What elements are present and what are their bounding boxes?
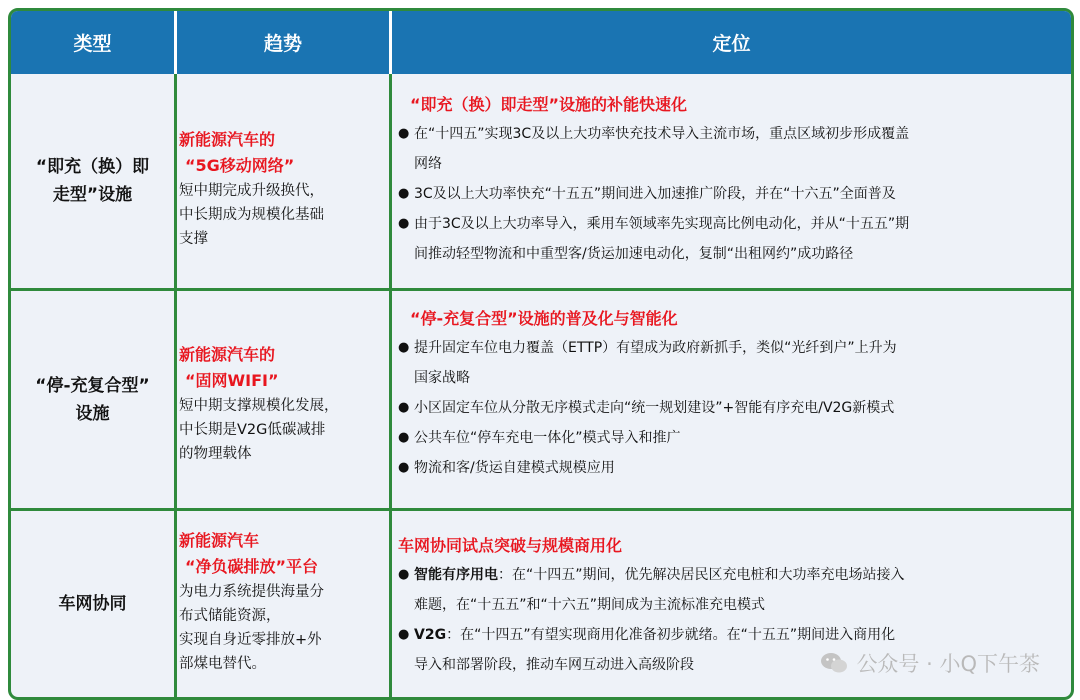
list-item: ● 小区固定车位从分散无序模式走向“统一规划建设”+智能有序充电/V2G新模式	[398, 400, 895, 416]
position-title: “停-充复合型”设施的普及化与智能化	[410, 309, 678, 328]
type-label-line2: 走型”设施	[52, 185, 133, 205]
trend-description: 为电力系统提供海量分 布式储能资源， 实现自身近零排放+外 部煤电替代。	[179, 584, 324, 672]
list-item: ● 提升固定车位电力覆盖（ETTP）有望成为政府新抓手，类似“光纤到户”上升为	[398, 340, 897, 356]
list-item: ● 智能有序用电：在“十四五”期间，优先解决居民区充电桩和大功率充电场站接入	[398, 567, 905, 583]
table-frame	[8, 8, 1074, 700]
position-title: 车网协同试点突破与规模商用化	[398, 536, 623, 555]
type-cell	[11, 291, 174, 508]
type-cell	[11, 74, 174, 288]
position-cell	[398, 305, 1058, 483]
list-item: ● 公共车位“停车充电一体化”模式导入和推广	[398, 430, 681, 446]
type-label-line1: “停-充复合型”	[35, 375, 150, 396]
type-label-line2: 设施	[75, 403, 110, 424]
table-row	[11, 74, 1071, 288]
position-cell	[398, 91, 1058, 269]
list-item-cont: 国家战略	[414, 370, 470, 386]
list-item: ● 物流和客/货运自建模式规模应用	[398, 460, 615, 476]
trend-title: 新能源汽车的 “5G移动网络”	[179, 130, 295, 175]
header-type: 类型	[73, 33, 112, 55]
trend-description: 短中期完成升级换代， 中长期成为规模化基础 支撑	[179, 183, 324, 247]
type-label-line1: “即充（换）即	[35, 157, 150, 177]
position-title: “即充（换）即走型”设施的补能快速化	[410, 95, 688, 114]
table-row	[11, 291, 1071, 508]
watermark-text: 公众号 · 小Q下午茶	[856, 652, 1040, 676]
list-item: ● 在“十四五”实现3C及以上大功率快充技术导入主流市场，重点区域初步形成覆盖	[398, 126, 910, 142]
watermark	[820, 648, 1040, 678]
type-label-line1: 车网协同	[58, 594, 127, 614]
trend-cell	[179, 127, 387, 251]
table-header	[11, 11, 1071, 74]
trend-title: 新能源汽车的 “固网WIFI”	[179, 345, 279, 390]
list-item: ● 由于3C及以上大功率导入，乘用车领域率先实现高比例电动化，并从“十五五”期	[398, 216, 910, 232]
wechat-icon	[820, 652, 848, 674]
list-item: ● 3C及以上大功率快充“十五五”期间进入加速推广阶段，并在“十六五”全面普及	[398, 186, 896, 202]
trend-cell	[179, 342, 387, 466]
header-position: 定位	[712, 33, 751, 55]
list-item-cont: 导入和部署阶段，推动车网互动进入高级阶段	[414, 657, 694, 673]
trend-title: 新能源汽车 “净负碳排放”平台	[179, 531, 319, 576]
trend-cell	[179, 528, 387, 676]
list-item-cont: 难题，在“十五五”和“十六五”期间成为主流标准充电模式	[414, 597, 766, 613]
list-item-cont: 间推动轻型物流和中重型客/货运加速电动化，复制“出租网约”成功路径	[414, 246, 854, 262]
trend-description: 短中期支撑规模化发展， 中长期是V2G低碳减排 的物理载体	[179, 398, 339, 462]
type-cell	[11, 511, 174, 697]
list-item: ● V2G：在“十四五”有望实现商用化准备初步就绪。在“十五五”期间进入商用化	[398, 627, 896, 643]
list-item-cont: 网络	[414, 156, 442, 172]
header-trend: 趋势	[263, 33, 302, 55]
